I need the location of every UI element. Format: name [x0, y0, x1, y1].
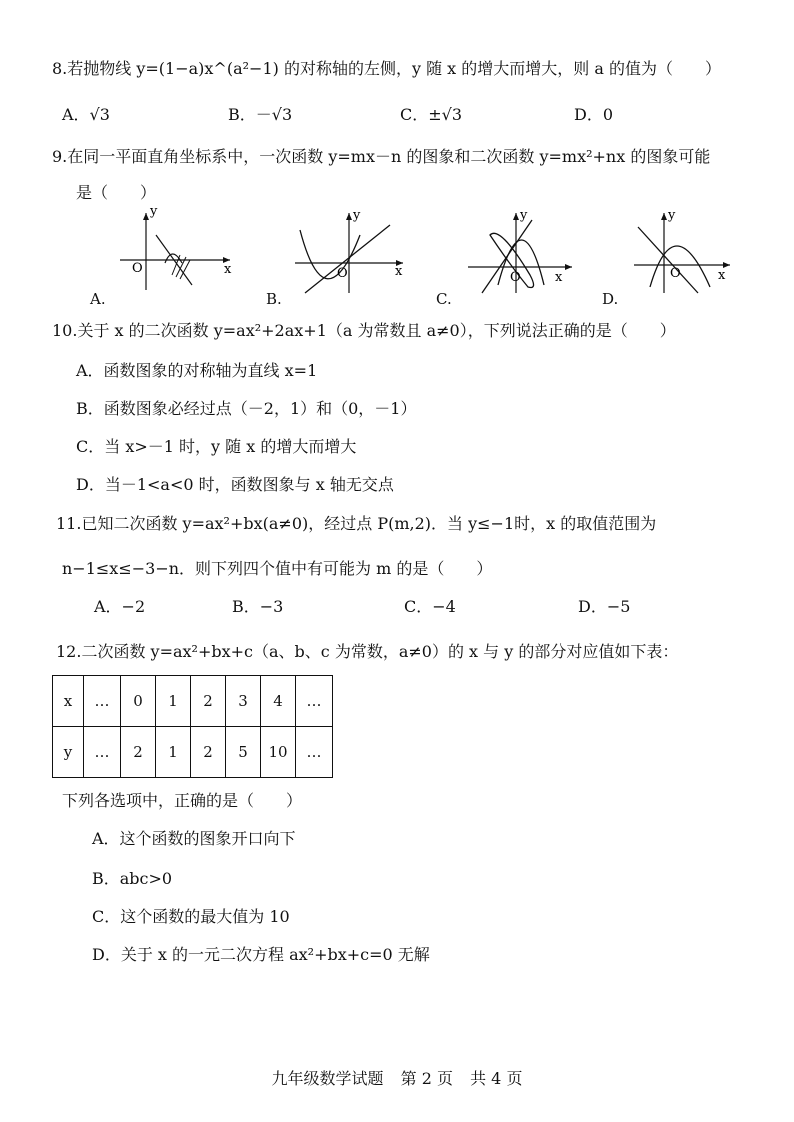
q8-option-a: A．√3: [62, 105, 110, 124]
q9-c-origin: O: [510, 270, 521, 285]
q11-option-a: A．−2: [94, 597, 146, 616]
q11-option-c: C．−4: [404, 597, 456, 616]
table-cell: …: [84, 676, 121, 727]
q9-c-y-label: y: [520, 208, 528, 223]
q9-graph-d-label: D.: [602, 290, 619, 308]
table-cell: 5: [226, 727, 261, 778]
q9-stem-line2: 是（ ）: [76, 183, 157, 202]
table-cell: 1: [156, 727, 191, 778]
q8-stem: 8.若抛物线 y=(1−a)x^(a²−1) 的对称轴的左侧，y 随 x 的增大而增大，则 a 的值为（ ）: [52, 59, 721, 78]
footer-total: 共 4 页: [470, 1069, 523, 1088]
footer-title: 九年级数学试题: [271, 1069, 384, 1088]
q12-option-a: A．这个函数的图象开口向下: [92, 829, 296, 848]
table-cell: 2: [191, 676, 226, 727]
q9-b-origin: O: [337, 266, 348, 281]
table-cell: 1: [156, 676, 191, 727]
q9-graph-b-label: B.: [266, 290, 282, 308]
q8-option-c: C．±√3: [400, 105, 463, 124]
q12-prompt: 下列各选项中，正确的是（ ）: [62, 791, 303, 810]
q10-option-d: D．当－1<a<0 时，函数图象与 x 轴无交点: [76, 475, 394, 494]
q8-option-b: B．－√3: [228, 105, 293, 124]
q9-a-x-label: x: [224, 262, 232, 277]
q9-b-x-label: x: [395, 264, 403, 279]
q9-graph-d: [630, 205, 740, 295]
table-cell: 3: [226, 676, 261, 727]
q10-option-b: B．函数图象必经过点（－2，1）和（0，－1）: [76, 399, 417, 418]
table-cell: 2: [191, 727, 226, 778]
q8-option-d: D．0: [574, 105, 614, 124]
q9-c-x-label: x: [555, 270, 563, 285]
q9-stem-line1: 9.在同一平面直角坐标系中，一次函数 y=mx－n 的图象和二次函数 y=mx²+nx 的图象可能: [52, 147, 711, 166]
q9-d-origin: O: [670, 266, 681, 281]
table-cell: …: [296, 676, 333, 727]
q11-option-b: B．−3: [232, 597, 284, 616]
page-footer: [0, 1066, 794, 1089]
q9-d-y-label: y: [668, 208, 676, 223]
table-cell: …: [296, 727, 333, 778]
q11-stem-line1: 11.已知二次函数 y=ax²+bx(a≠0)，经过点 P(m,2)．当 y≤−1时，x 的取值范围为: [56, 514, 657, 533]
q9-a-origin: O: [132, 261, 143, 276]
q9-graph-b: [285, 205, 415, 295]
q12-option-d: D．关于 x 的一元二次方程 ax²+bx+c=0 无解: [92, 945, 430, 964]
q12-value-table: [52, 675, 333, 778]
q9-graph-a: [110, 205, 240, 295]
q10-stem: 10.关于 x 的二次函数 y=ax²+2ax+1（a 为常数且 a≠0），下列说法正确的是（ ）: [52, 321, 676, 340]
q9-graph-c-label: C.: [436, 290, 452, 308]
table-cell: 10: [261, 727, 296, 778]
footer-page: 第 2 页: [400, 1069, 453, 1088]
q12-stem: 12.二次函数 y=ax²+bx+c（a、b、c 为常数，a≠0）的 x 与 y 的部分对应值如下表：: [56, 642, 679, 661]
table-cell: x: [53, 676, 84, 727]
q9-graph-a-label: A.: [90, 290, 106, 308]
q9-d-x-label: x: [718, 268, 726, 283]
table-row: [53, 727, 333, 778]
q10-option-c: C．当 x>－1 时，y 随 x 的增大而增大: [76, 437, 357, 456]
q9-a-y-label: y: [150, 205, 158, 219]
table-cell: y: [53, 727, 84, 778]
q9-graph-c: [460, 205, 590, 295]
table-cell: 4: [261, 676, 296, 727]
q11-stem-line2: n−1≤x≤−3−n．则下列四个值中有可能为 m 的是（ ）: [62, 559, 493, 578]
q9-b-y-label: y: [353, 208, 361, 223]
table-cell: …: [84, 727, 121, 778]
q12-option-c: C．这个函数的最大值为 10: [92, 907, 290, 926]
table-cell: 2: [121, 727, 156, 778]
q10-option-a: A．函数图象的对称轴为直线 x=1: [76, 361, 318, 380]
q11-option-d: D．−5: [578, 597, 631, 616]
q12-option-b: B．abc>0: [92, 869, 173, 888]
table-cell: 0: [121, 676, 156, 727]
table-row: [53, 676, 333, 727]
